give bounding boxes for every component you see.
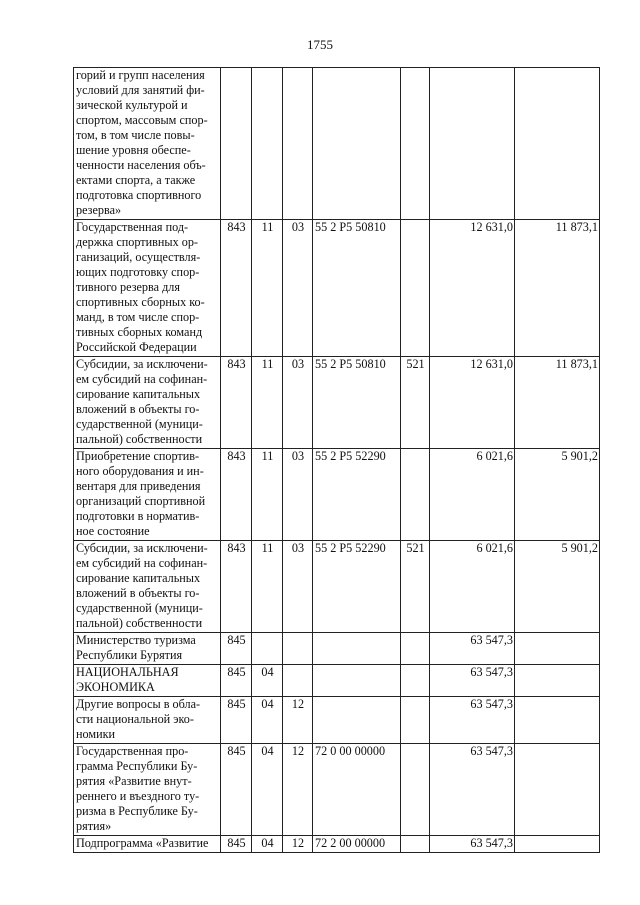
cell-sum-1: 63 547,3 — [430, 665, 515, 697]
name-line: реннего и въездного ту- — [76, 789, 200, 803]
cell-csr — [313, 697, 401, 744]
name-line: организаций спортивной — [76, 494, 206, 508]
cell-pr: 03 — [283, 449, 313, 541]
name-line: спортом, массовым спор- — [76, 113, 208, 127]
cell-sum-2 — [515, 68, 600, 220]
name-line: пальной) собственности — [76, 432, 203, 446]
cell-sum-2: 11 873,1 — [515, 357, 600, 449]
cell-sum-1: 63 547,3 — [430, 633, 515, 665]
cell-pr: 12 — [283, 744, 313, 836]
name-line: НАЦИОНАЛЬНАЯ — [76, 665, 179, 679]
cell-rz — [252, 633, 283, 665]
name-line: вложений в объекты го- — [76, 586, 200, 600]
name-line: держка спортивных ор- — [76, 235, 198, 249]
name-line: зической культурой и — [76, 98, 188, 112]
table-row — [74, 220, 600, 357]
name-line: вложений в объекты го- — [76, 402, 200, 416]
name-line: Субсидии, за исключени- — [76, 541, 208, 555]
cell-sum-2 — [515, 665, 600, 697]
name-line: Республики Бурятия — [76, 648, 183, 662]
cell-ved: 843 — [221, 357, 252, 449]
name-line: вентаря для приведения — [76, 479, 201, 493]
table-row — [74, 633, 600, 665]
name-line: резерва» — [76, 203, 122, 217]
name-line: пальной) собственности — [76, 616, 203, 630]
name-line: Государственная под- — [76, 220, 189, 234]
cell-csr — [313, 665, 401, 697]
table-row — [74, 744, 600, 836]
cell-vr — [401, 68, 430, 220]
cell-vr: 521 — [401, 357, 430, 449]
name-line: Министерство туризма — [76, 633, 196, 647]
name-line: Государственная про- — [76, 744, 189, 758]
name-line: тивных сборных команд — [76, 325, 203, 339]
cell-rz — [252, 68, 283, 220]
cell-vr — [401, 697, 430, 744]
cell-pr: 03 — [283, 541, 313, 633]
cell-sum-1: 6 021,6 — [430, 449, 515, 541]
cell-pr: 03 — [283, 357, 313, 449]
cell-sum-1: 12 631,0 — [430, 357, 515, 449]
cell-rz: 11 — [252, 449, 283, 541]
name-line: Подпрограмма «Развитие — [76, 836, 209, 850]
cell-pr — [283, 633, 313, 665]
cell-ved: 843 — [221, 449, 252, 541]
table-row — [74, 68, 600, 220]
cell-name — [74, 220, 221, 357]
table-row — [74, 697, 600, 744]
name-line: ное состояние — [76, 524, 150, 538]
name-line: сти национальной эко- — [76, 712, 194, 726]
name-line: манд, в том числе спор- — [76, 310, 200, 324]
budget-table — [73, 67, 600, 853]
cell-name — [74, 744, 221, 836]
cell-ved: 845 — [221, 665, 252, 697]
cell-sum-2: 5 901,2 — [515, 541, 600, 633]
cell-csr — [313, 633, 401, 665]
name-line: рятия «Развитие внут- — [76, 774, 192, 788]
cell-rz: 11 — [252, 541, 283, 633]
cell-name — [74, 836, 221, 853]
page-number: 1755 — [307, 37, 333, 52]
cell-pr: 12 — [283, 836, 313, 853]
cell-pr — [283, 665, 313, 697]
name-line: Приобретение спортив- — [76, 449, 200, 463]
cell-pr: 03 — [283, 220, 313, 357]
cell-sum-1: 12 631,0 — [430, 220, 515, 357]
cell-sum-1 — [430, 68, 515, 220]
name-line: ризма в Республике Бу- — [76, 804, 198, 818]
name-line: ем субсидий на софинан- — [76, 372, 208, 386]
name-line: номики — [76, 727, 116, 741]
name-line: ЭКОНОМИКА — [76, 680, 155, 694]
cell-rz: 04 — [252, 665, 283, 697]
cell-rz: 11 — [252, 357, 283, 449]
cell-csr: 72 2 00 00000 — [313, 836, 401, 853]
cell-rz: 04 — [252, 744, 283, 836]
name-line: Другие вопросы в обла- — [76, 697, 201, 711]
name-line: рятия» — [76, 819, 112, 833]
name-line: сирование капитальных — [76, 387, 201, 401]
cell-pr — [283, 68, 313, 220]
name-line: сударственной (муници- — [76, 601, 203, 615]
table-row — [74, 665, 600, 697]
cell-csr — [313, 68, 401, 220]
name-line: подготовка спортивного — [76, 188, 202, 202]
cell-sum-2 — [515, 697, 600, 744]
cell-ved: 845 — [221, 836, 252, 853]
cell-sum-2 — [515, 836, 600, 853]
table-row — [74, 357, 600, 449]
cell-ved: 845 — [221, 697, 252, 744]
cell-name — [74, 633, 221, 665]
table-row — [74, 541, 600, 633]
cell-vr — [401, 633, 430, 665]
name-line: ного оборудования и ин- — [76, 464, 204, 478]
name-line: ющих подготовку спор- — [76, 265, 200, 279]
name-line: тивного резерва для — [76, 280, 180, 294]
cell-vr — [401, 744, 430, 836]
cell-sum-1: 63 547,3 — [430, 836, 515, 853]
cell-name — [74, 68, 221, 220]
cell-csr: 55 2 Р5 50810 — [313, 220, 401, 357]
cell-rz: 11 — [252, 220, 283, 357]
cell-vr — [401, 836, 430, 853]
cell-sum-1: 63 547,3 — [430, 744, 515, 836]
name-line: условий для занятий фи- — [76, 83, 205, 97]
cell-csr: 55 2 Р5 52290 — [313, 541, 401, 633]
cell-sum-2: 11 873,1 — [515, 220, 600, 357]
cell-sum-2 — [515, 633, 600, 665]
name-line: Российской Федерации — [76, 340, 197, 354]
cell-vr — [401, 220, 430, 357]
cell-sum-2 — [515, 744, 600, 836]
name-line: ектами спорта, а также — [76, 173, 196, 187]
cell-sum-1: 63 547,3 — [430, 697, 515, 744]
cell-name — [74, 541, 221, 633]
name-line: ченности населения объ- — [76, 158, 206, 172]
cell-csr: 55 2 Р5 52290 — [313, 449, 401, 541]
name-line: подготовки в норматив- — [76, 509, 200, 523]
name-line: том, в том числе повы- — [76, 128, 195, 142]
name-line: горий и групп населения — [76, 68, 205, 82]
cell-name — [74, 665, 221, 697]
name-line: ем субсидий на софинан- — [76, 556, 208, 570]
cell-rz: 04 — [252, 697, 283, 744]
cell-csr: 72 0 00 00000 — [313, 744, 401, 836]
cell-name — [74, 449, 221, 541]
cell-pr: 12 — [283, 697, 313, 744]
cell-vr — [401, 665, 430, 697]
name-line: грамма Республики Бу- — [76, 759, 198, 773]
cell-ved: 845 — [221, 744, 252, 836]
cell-sum-1: 6 021,6 — [430, 541, 515, 633]
name-line: спортивных сборных ко- — [76, 295, 205, 309]
cell-ved: 843 — [221, 220, 252, 357]
cell-vr: 521 — [401, 541, 430, 633]
cell-sum-2: 5 901,2 — [515, 449, 600, 541]
name-line: Субсидии, за исключени- — [76, 357, 208, 371]
cell-vr — [401, 449, 430, 541]
cell-ved: 845 — [221, 633, 252, 665]
name-line: сударственной (муници- — [76, 417, 203, 431]
name-line: сирование капитальных — [76, 571, 201, 585]
cell-csr: 55 2 Р5 50810 — [313, 357, 401, 449]
name-line: ганизаций, осуществля- — [76, 250, 201, 264]
cell-ved — [221, 68, 252, 220]
cell-name — [74, 697, 221, 744]
cell-rz: 04 — [252, 836, 283, 853]
cell-ved: 843 — [221, 541, 252, 633]
table-row — [74, 836, 600, 853]
table-row — [74, 449, 600, 541]
cell-name — [74, 357, 221, 449]
name-line: шение уровня обеспе- — [76, 143, 191, 157]
